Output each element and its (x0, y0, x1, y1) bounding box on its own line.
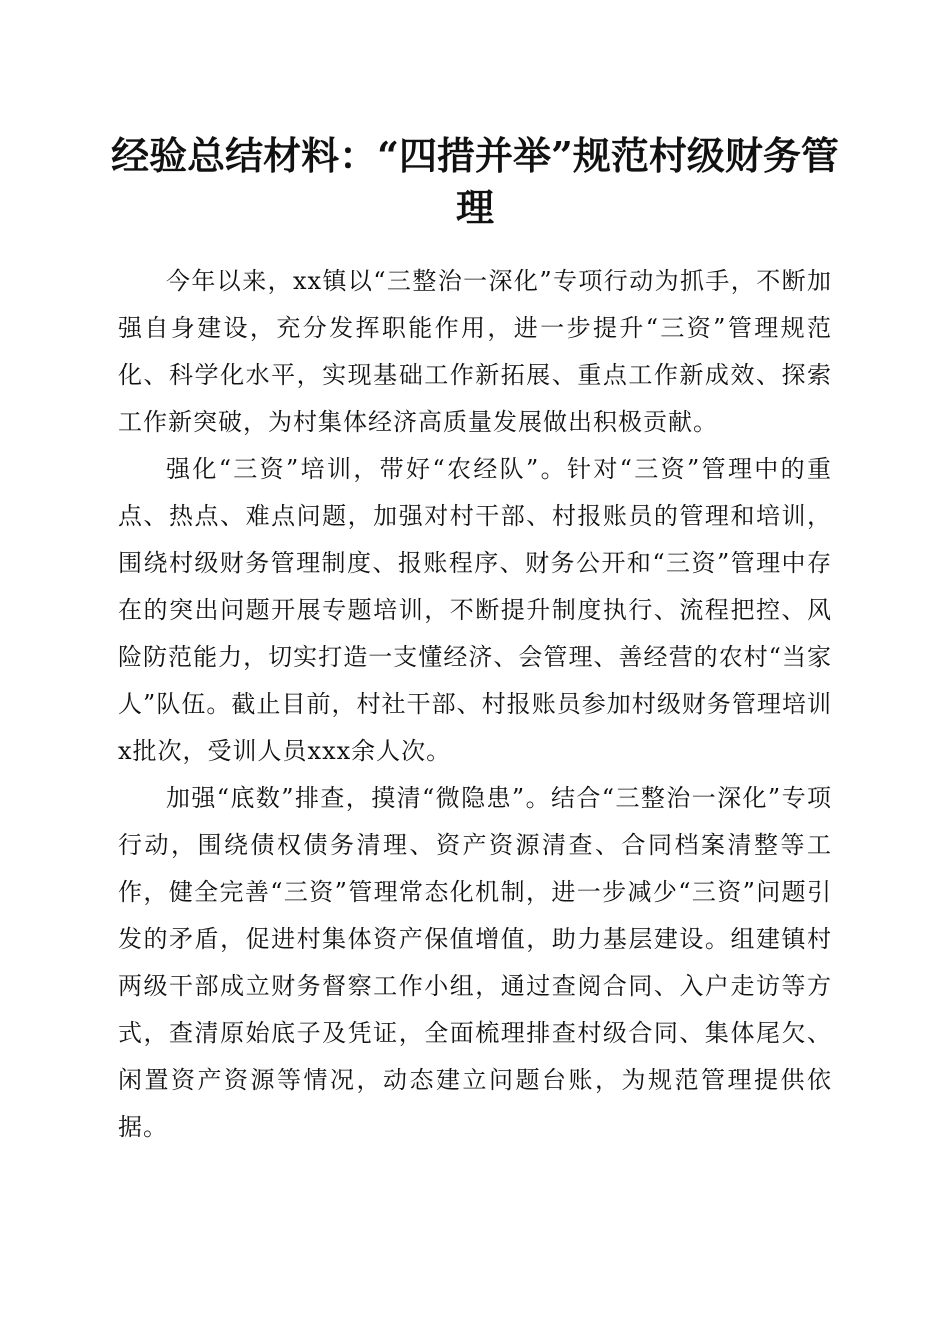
document-body (118, 258, 832, 1151)
paragraph-investigation: 加强“底数”排查，摸清“微隐患”。结合“三整治一深化”专项行动，围绕债权债务清理、资产资源清查、合同档案清整等工作，健全完善“三资”管理常态化机制，进一步减少“三资”问题引发的矛盾，促进村集体资产保值增值，助力基层建设。组建镇村两级干部成立财务督察工作小组，通过查阅合同、入户走访等方式，查清原始底子及凭证，全面梳理排查村级合同、集体尾欠、闲置资产资源等情况，动态建立问题台账，为规范管理提供依据。 (118, 784, 832, 1141)
paragraph-training: 强化“三资”培训，带好“农经队”。针对“三资”管理中的重点、热点、难点问题，加强对村干部、村报账员的管理和培训，围绕村级财务管理制度、报账程序、财务公开和“三资”管理中存在的突出问题开展专题培训，不断提升制度执行、流程把控、风险防范能力，切实打造一支懂经济、会管理、善经营的农村“当家人”队伍。截止目前，村社干部、村报账员参加村级财务管理培训x批次，受训人员xxx余人次。 (118, 455, 832, 765)
paragraph-intro: 今年以来，xx镇以“三整治一深化”专项行动为抓手，不断加强自身建设，充分发挥职能作用，进一步提升“三资”管理规范化、科学化水平，实现基础工作新拓展、重点工作新成效、探索工作新突破，为村集体经济高质量发展做出积极贡献。 (118, 267, 832, 436)
document-title: 经验总结材料：“四措并举”规范村级财务管理 (111, 133, 839, 230)
